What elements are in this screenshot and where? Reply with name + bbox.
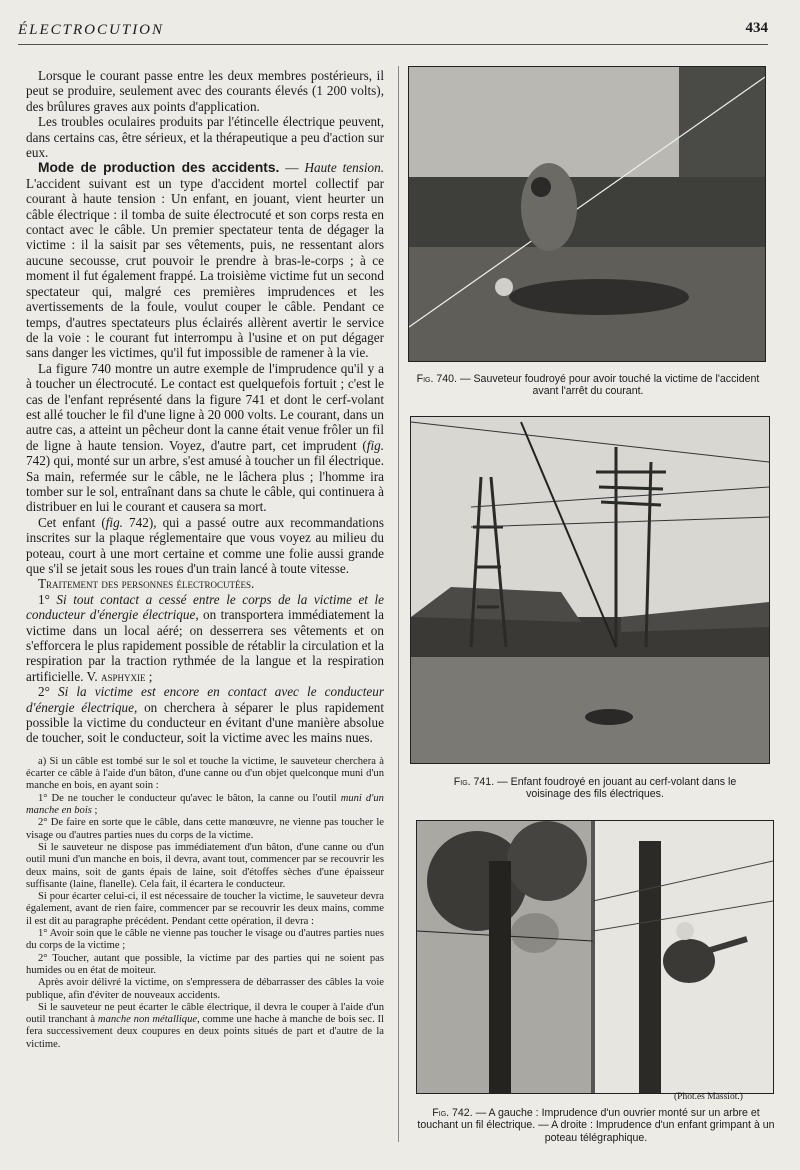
paragraph: 1° Si tout contact a cessé entre le corps de la victime et le conducteur d'énergie électrique, on transportera immédiatement la victime dans un local aéré; on desserrera ses vêtements et on s'efforcera le plus rapidement possible de rétablir la circulation et la respiration par la traction rythmée de la langue et la respiration artificielle. V. asphyxie ; — [26, 591, 385, 684]
figure-740-caption: Fig. 740. — Sauveteur foudroyé pour avoir touché la victime de l'accident avant l'arrêt du courant. — [416, 373, 760, 398]
paragraph: 2° Si la victime est encore en contact avec le conducteur d'énergie électrique, on cherchera à séparer le plus rapidement possible la victime du conducteur en évitant d'une manière absolue de toucher, soit le conducteur, soit la victime avec les mains nues. — [26, 684, 384, 746]
column-divider — [398, 66, 399, 1142]
figure-741-photo — [410, 416, 770, 764]
paragraph: Les troubles oculaires produits par l'étincelle électrique peuvent, dans certains cas, être sérieux, et la thérapeutique a peu d'action sur eux. — [26, 114, 384, 161]
page-header — [18, 18, 768, 44]
running-title: ÉLECTROCUTION — [18, 22, 165, 38]
left-column — [26, 68, 384, 1051]
cross-reference: asphyxie — [100, 668, 146, 684]
paragraph: Cet enfant (fig. 742), qui a passé outre aux recommandations inscrites sur la plaque réglementaire que vous voyez au milieu du poteau, court à une mort certaine et comme une folie aussi grande que s'il se jetait sous les roues d'un train lancé à toute vitesse. — [26, 514, 384, 576]
subheading: Haute tension. — [304, 160, 385, 176]
section-heading: Mode de production des accidents. — [38, 160, 280, 176]
paragraph: La figure 740 montre un autre exemple de l'imprudence qu'il y a à toucher un électrocuté. Le contact est quelquefois fortuit ; c'est le cas de l'enfant représenté dans la figure 741 et dont le cerf-volant est allé toucher le fil d'une ligne à 20 000 volts. Le courant, dans un autre cas, a atteint un pêcheur dont la canne était venue frôler un fil de ligne à haute tension. Voyez, d'autre part, cet imprudent (fig. 742) qui, monté sur un arbre, s'est amusé à toucher un fil électrique. Sa main, refermée sur le câble, ne le lâchera plus ; l'homme ira tomber sur le sol, entraînant dans sa chute le câble, qui continuera à distribuer en lui le courant et causera sa mort. — [26, 360, 384, 515]
page-number: 434 — [745, 20, 768, 36]
small-print-block: a) Si un câble est tombé sur le sol et touche la victime, le sauveteur cherchera à écarter ce câble à l'aide d'un bâton, d'une canne ou d'un objet quelconque muni d'un manche en bois, en ayant soin : 1° De ne toucher le conducteur qu'avec le bâton, la canne ou l'outil muni d'un manche en bois ; 2° De faire en sorte que le câble, dans cette manœuvre, ne vienne pas toucher le visage ou d'autres parties nues du corps de la victime. Si le sauveteur ne dispose pas immédiatement d'un bâton, d'une canne ou d'un outil muni d'un manche en bois, il devra, avant tout, commencer par se recouvrir les deux mains, soit de gants épais de laine, soit d'étoffes sèches d'une épaisseur suffisante (laine, flanelle). Cela fait, il écartera le conducteur. Si pour écarter celui-ci, il est nécessaire de toucher la victime, le sauveteur devra également, avant de rien faire, commencer par se recouvrir les deux mains, comme il est dit au paragraphe précédent. Pendant cette opération, il devra : 1° Avoir soin que le câble ne vienne pas toucher le visage ou d'autres parties nues du corps de la victime ; 2° Toucher, autant que possible, la victime par des parties qui ne soient pas humides ou en état de moiteur. Après avoir délivré la victime, on s'empressera de débarrasser des câbles la voie publique, afin d'éviter de nouveaux accidents. Si le sauveteur ne peut écarter le câble électrique, il devra le couper à l'aide d'un outil tranchant à manche non métallique, comme une hache à manche de bois sec. Il fera successivement deux coupures en deux points situés de part et d'autre de la victime. — [26, 755, 385, 1050]
figure-742-caption: Fig. 742. — A gauche : Imprudence d'un ouvrier monté sur un arbre et touchant un fil électrique. — A droite : Imprudence d'un enfant grimpant à un poteau télégraphique. — [417, 1107, 775, 1144]
figure-740-photo — [408, 66, 766, 362]
figure-742-photo — [416, 820, 774, 1094]
paragraph: Lorsque le courant passe entre les deux membres postérieurs, il peut se produire, seulement avec des courants élevés (1 200 volts), des brûlures graves aux points d'application. — [26, 68, 384, 114]
paragraph-mode: Mode de production des accidents. — Haute tension. L'accident suivant est un type d'accident mortel collectif par courant à haute tension : Un enfant, en jouant, vient heurter un câble électrique : il tomba de suite électrocuté et son corps resta en contact avec le câble. Un premier spectateur tenta de dégager la victime : il la saisit par ses vêtements, puis, ne ressentant alors aucune secousse, crut pouvoir le prendre à bras-le-corps ; à ce moment il fut également frappé. La troisième victime fut un second spectateur qui, malgré ces premières imprudences et les avertissements de la foule, voulut couper le câble. Pendant ce temps, d'autres spectateurs plus éclairés allèrent avertir le service de la voie : le courant fut interrompu à l'usine et on put dégager sans danger les victimes, qu'il fut impossible de ramener à la vie. — [26, 160, 385, 361]
figure-741-caption: Fig. 741. — Enfant foudroyé en jouant au cerf-volant dans le voisinage des fils électriques. — [453, 776, 737, 801]
photo-credit: (Phot.es Massiot.) — [674, 1092, 743, 1102]
section-heading-traitement: Traitement des personnes électrocutées. — [38, 576, 255, 592]
header-rule — [18, 44, 768, 45]
